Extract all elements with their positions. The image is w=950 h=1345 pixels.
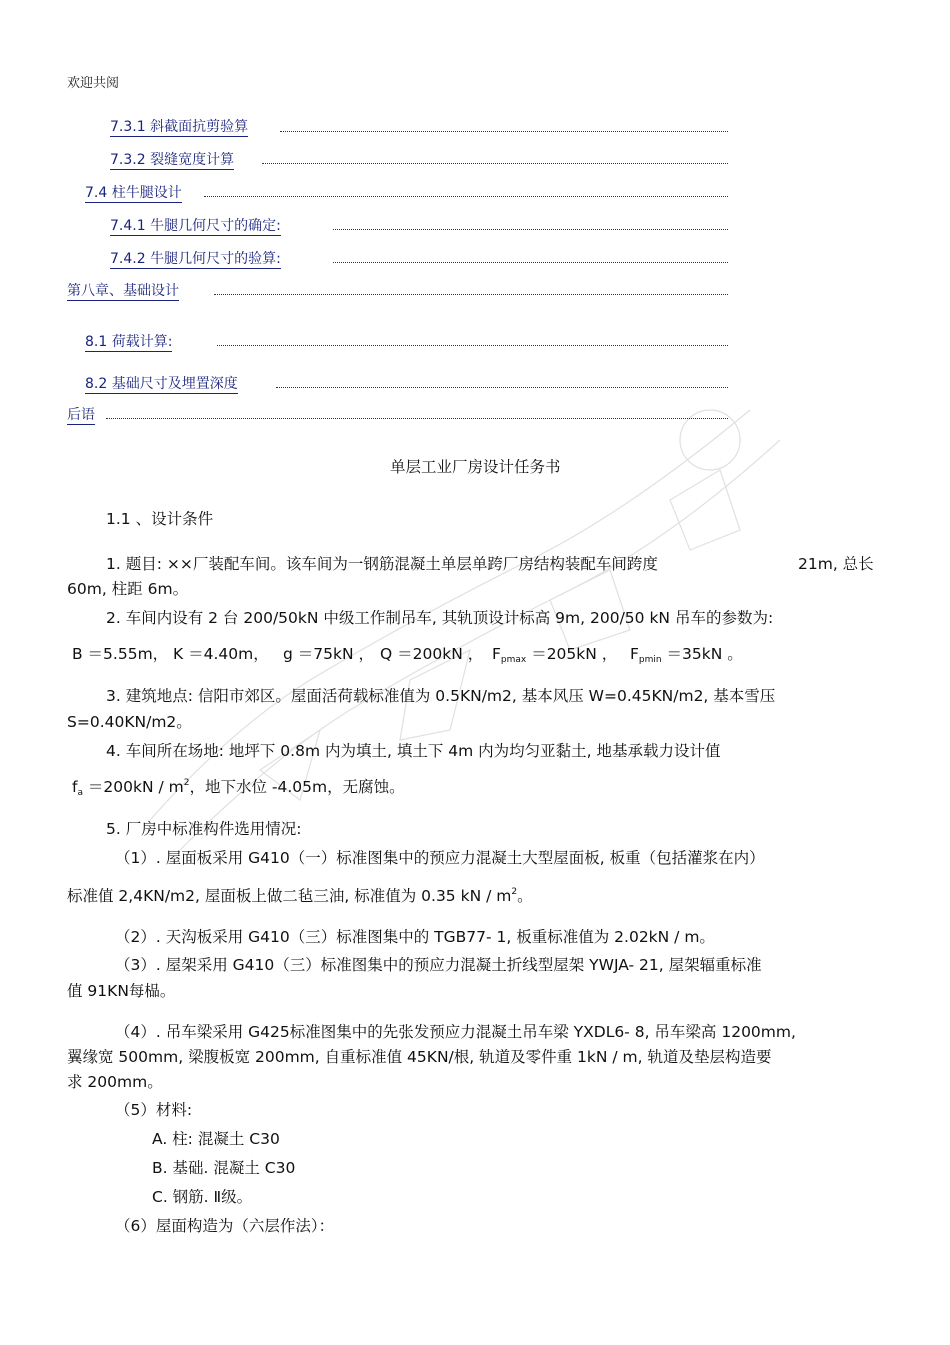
item-5-3: （3）. 屋架采用 G410（三）标准图集中的预应力混凝土折线型屋架 YWJA- 21, 屋架辐重标准 bbox=[115, 956, 762, 974]
toc-leader bbox=[217, 345, 728, 346]
toc-leader bbox=[333, 262, 728, 263]
toc-item[interactable]: 7.4 柱牛腿设计 bbox=[85, 185, 182, 201]
paragraph-1-end: 21m, 总长 bbox=[798, 555, 874, 573]
toc-leader bbox=[262, 163, 728, 164]
paragraph-2: 2. 车间内设有 2 台 200/50kN 中级工作制吊车, 其轨顶设计标高 9m, 200/50 kN 吊车的参数为: bbox=[106, 609, 774, 627]
item-5-2: （2）. 天沟板采用 G410（三）标准图集中的 TGB77- 1, 板重标准值为 2.02kN / m。 bbox=[115, 928, 715, 946]
item-5-4: （4）. 吊车梁采用 G425标准图集中的先张发预应力混凝土吊车梁 YXDL6- 8, 吊车梁高 1200mm, bbox=[115, 1023, 796, 1041]
paragraph-1-cont: 60m, 柱距 6m。 bbox=[67, 580, 189, 598]
material-c: C. 钢筋. Ⅱ级。 bbox=[152, 1188, 253, 1206]
paragraph-4: 4. 车间所在场地: 地坪下 0.8m 内为填土, 填土下 4m 内为均匀亚黏土, 地基承载力设计值 bbox=[106, 742, 721, 760]
toc-leader bbox=[333, 229, 728, 230]
material-a: A. 柱: 混凝土 C30 bbox=[152, 1130, 280, 1148]
toc-item[interactable]: 第八章、基础设计 bbox=[67, 283, 179, 299]
item-5-4-cont: 翼缘宽 500mm, 梁腹板宽 200mm, 自重标准值 45KN/根, 轨道及零件重 1kN / m, 轨道及垫层构造要 bbox=[67, 1048, 772, 1066]
item-5-5: （5）材料: bbox=[115, 1101, 193, 1119]
toc-leader bbox=[276, 387, 728, 388]
toc-item[interactable]: 8.1 荷载计算: bbox=[85, 334, 173, 350]
toc-item[interactable]: 7.3.2 裂缝宽度计算 bbox=[110, 152, 235, 168]
param-b: B ＝5.55m， bbox=[72, 645, 169, 663]
item-5-4-cont2: 求 200mm。 bbox=[67, 1073, 163, 1091]
section-heading: 1.1 、设计条件 bbox=[106, 510, 214, 528]
material-b: B. 基础. 混凝土 C30 bbox=[152, 1159, 296, 1177]
item-5-3-cont: 值 91KN每榀。 bbox=[67, 982, 176, 1000]
param-fpmin: Fpmin ＝35kN 。 bbox=[630, 645, 743, 665]
doc-title: 单层工业厂房设计任务书 bbox=[390, 458, 561, 476]
param-g: g ＝75kN ， bbox=[283, 645, 374, 663]
toc-item[interactable]: 7.4.1 牛腿几何尺寸的确定: bbox=[110, 218, 281, 234]
toc-item[interactable]: 7.4.2 牛腿几何尺寸的验算: bbox=[110, 251, 281, 267]
toc-leader bbox=[280, 131, 728, 132]
item-5-1-cont: 标准值 2,4KN/m2, 屋面板上做二毡三油, 标准值为 0.35 kN / $m^2$。 bbox=[67, 887, 533, 905]
toc-leader bbox=[106, 418, 728, 419]
param-fpmax: Fpmax ＝205kN ， bbox=[492, 645, 618, 665]
toc-item[interactable]: 8.2 基础尺寸及埋置深度 bbox=[85, 376, 238, 392]
paragraph-3-cont: S=0.40KN/m2。 bbox=[67, 713, 192, 731]
param-q: Q ＝200kN ， bbox=[380, 645, 484, 663]
page-header: 欢迎共阅 bbox=[67, 76, 120, 91]
param-k: K ＝4.40m， bbox=[173, 645, 269, 663]
paragraph-4-cont: fa $=200kN / m^2$，地下水位 -4.05m，无腐蚀。 bbox=[72, 778, 405, 798]
toc-leader bbox=[204, 196, 728, 197]
item-5-6: （6）屋面构造为（六层作法）： bbox=[115, 1217, 335, 1235]
paragraph-5: 5. 厂房中标准构件选用情况: bbox=[106, 820, 302, 838]
paragraph-1: 1. 题目: ××厂装配车间。该车间为一钢筋混凝土单层单跨厂房结构装配车间跨度 bbox=[106, 555, 658, 573]
paragraph-3: 3. 建筑地点: 信阳市郊区。屋面活荷载标准值为 0.5KN/m2, 基本风压 W=0.45KN/m2, 基本雪压 bbox=[106, 687, 776, 705]
item-5-1: （1）. 屋面板采用 G410（一）标准图集中的预应力混凝土大型屋面板, 板重（包括灌浆在内） bbox=[115, 849, 765, 867]
toc-item[interactable]: 7.3.1 斜截面抗剪验算 bbox=[110, 119, 249, 135]
toc-leader bbox=[214, 294, 728, 295]
toc-item[interactable]: 后语 bbox=[67, 407, 95, 423]
